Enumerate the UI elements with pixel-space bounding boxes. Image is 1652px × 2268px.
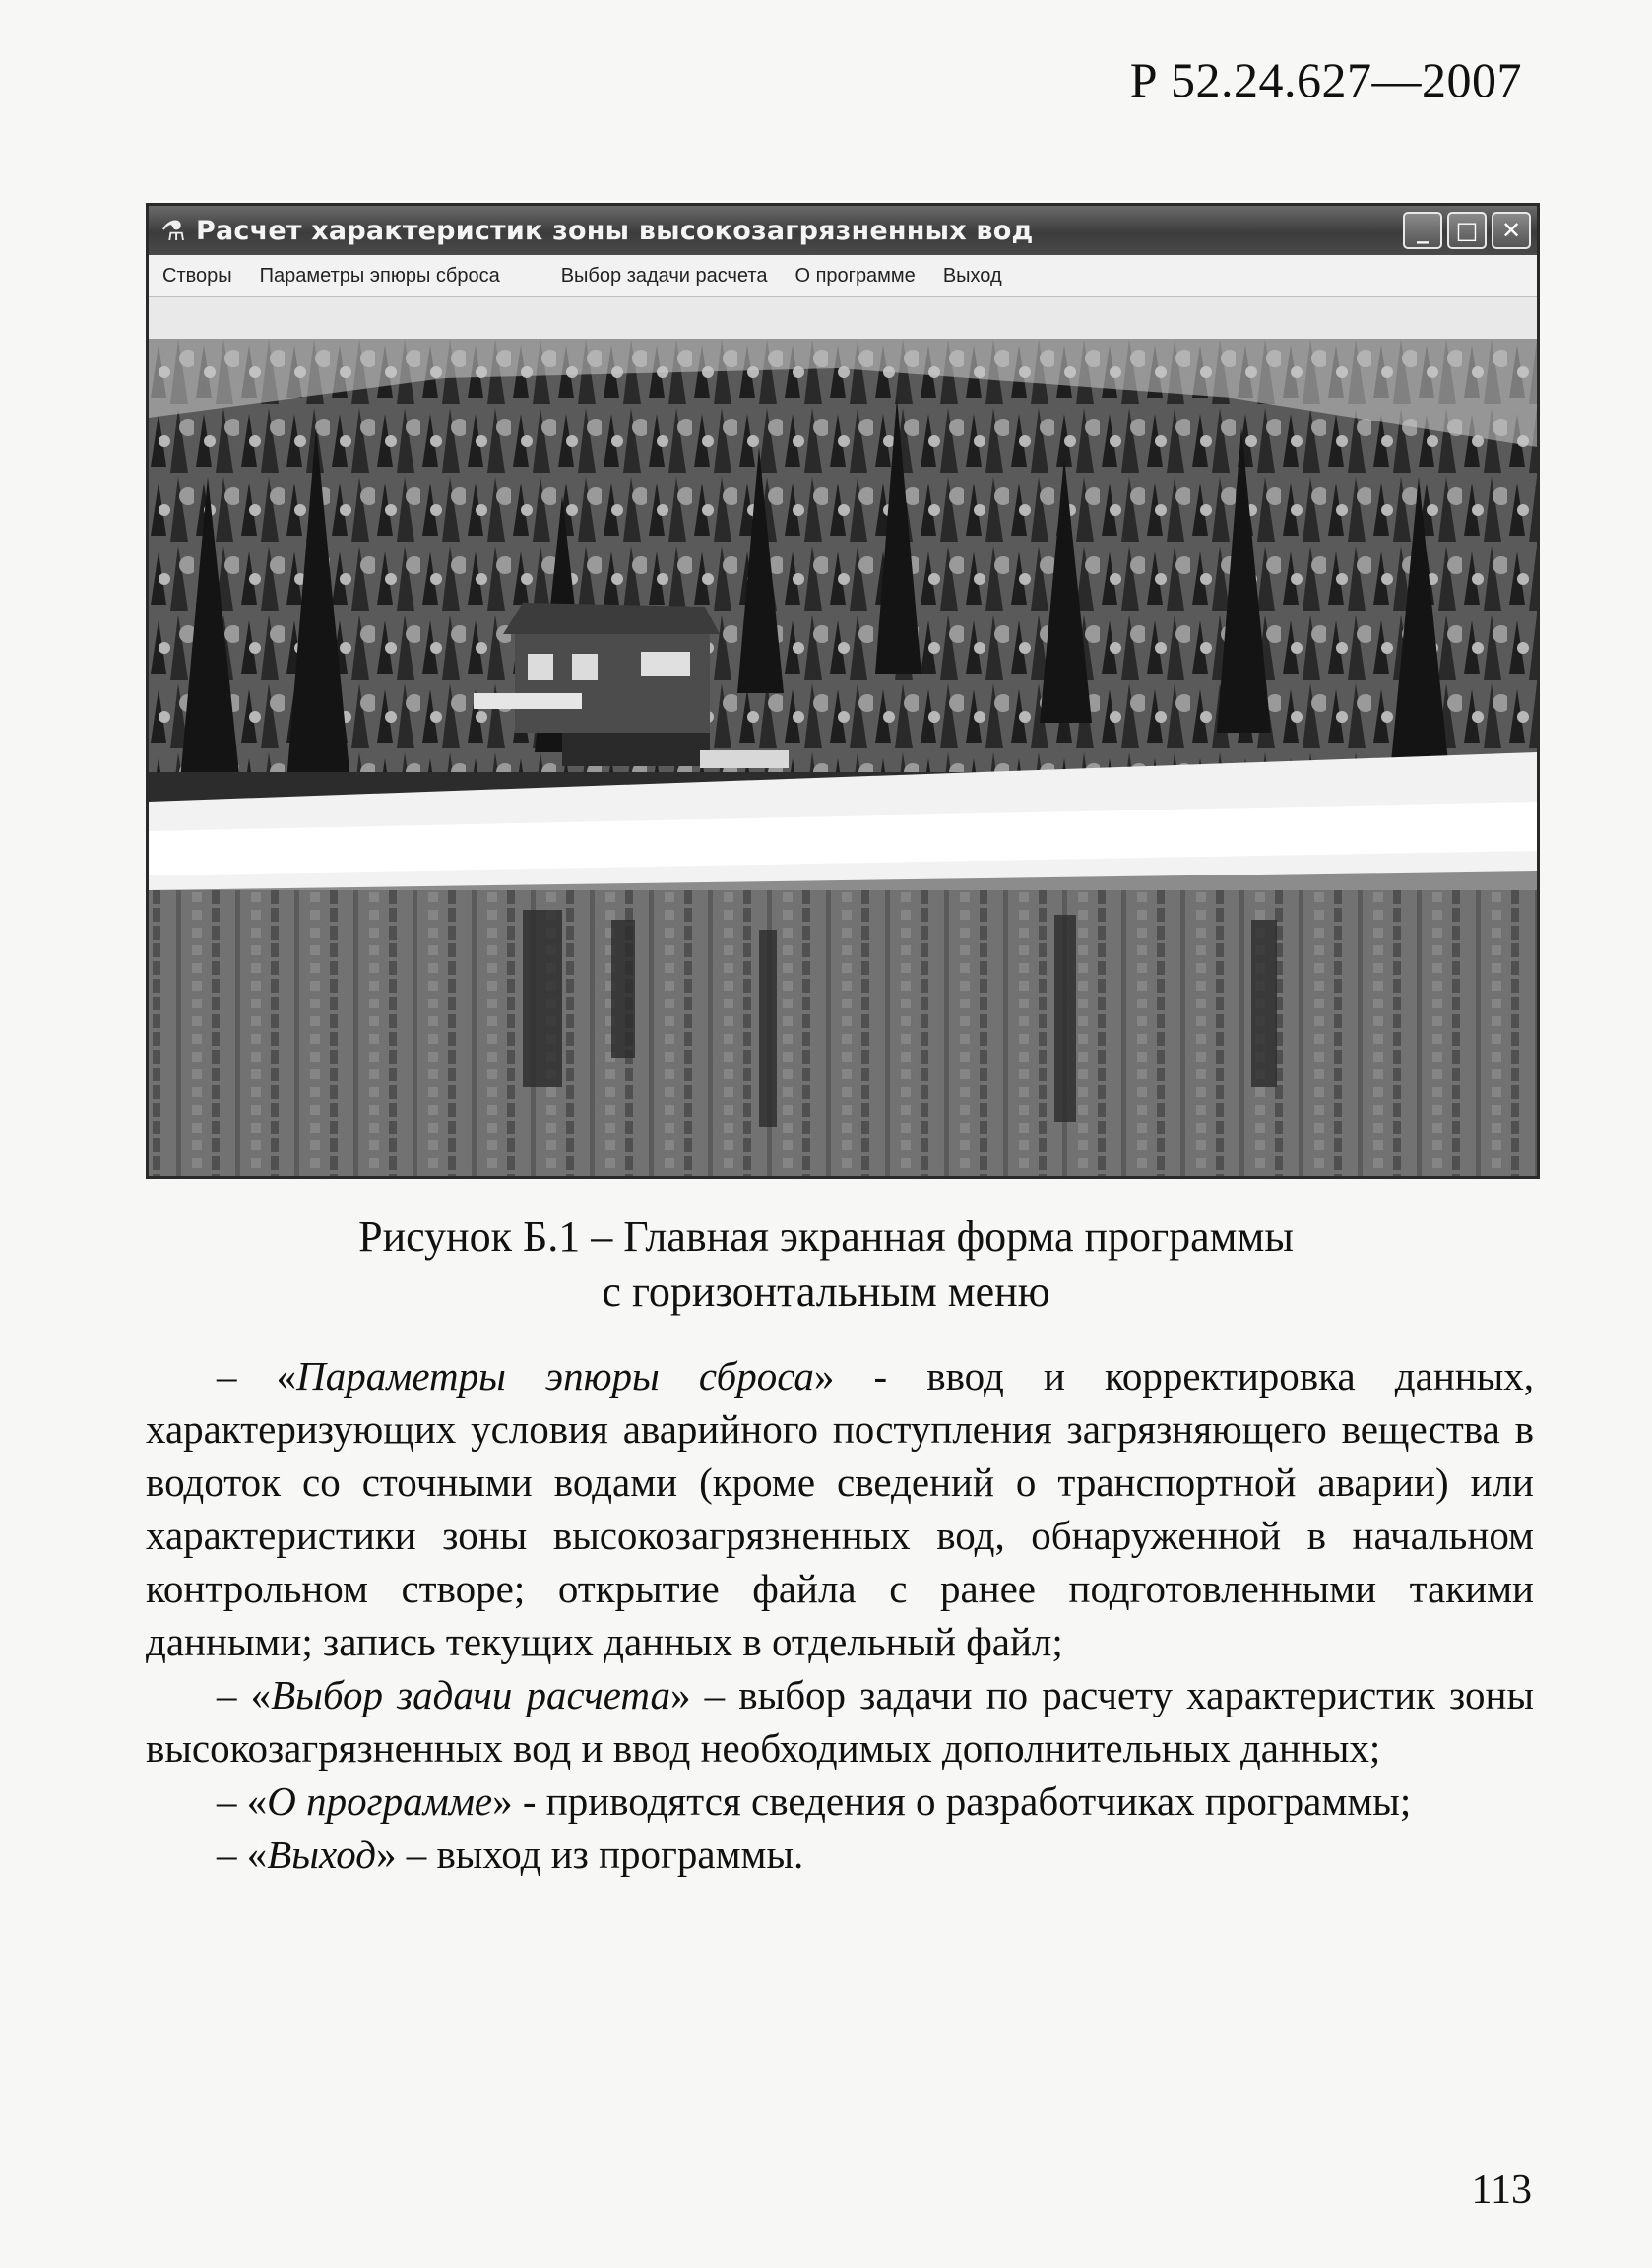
app-window-screenshot (146, 203, 1540, 1179)
caption-line-2: с горизонтальным меню (602, 1267, 1050, 1316)
term: Выход (267, 1832, 376, 1877)
menu-item-task-selection[interactable]: Выбор задачи расчета (560, 264, 768, 287)
window-titlebar (149, 206, 1537, 255)
term: Параметры эпюры сброса (296, 1353, 814, 1398)
page-number: 113 (1471, 2168, 1532, 2213)
window-controls (1403, 212, 1531, 249)
lake-landscape-image (149, 339, 1537, 1177)
body-text (146, 1349, 1534, 1881)
client-area-strip (149, 297, 1537, 339)
caption-line-1: Рисунок Б.1 – Главная экранная форма программы (358, 1212, 1294, 1261)
app-icon: ⚗ (160, 214, 186, 247)
paragraph-exit: – «Выход» – выход из программы. (217, 1832, 804, 1877)
minimize-button[interactable]: _ (1403, 212, 1442, 249)
maximize-button[interactable]: □ (1447, 212, 1487, 249)
menu-item-stvory[interactable]: Створы (162, 264, 232, 287)
term: Выбор задачи расчета (271, 1672, 671, 1717)
figure-caption (0, 1209, 1652, 1320)
paragraph-discharge-parameters: – «Параметры эпюры сброса» - ввод и корректировка данных, характеризующих условия аварийного поступления загрязняющего вещества в водоток со сточными водами (кроме сведений о транспортной аварии) или характеристики зоны высокозагрязненных вод, обнаруженной в начальном контрольном створе; открытие файла с ранее подготовленными такими данными; запись текущих данных в отдельный файл; (146, 1353, 1535, 1664)
menu-item-exit[interactable]: Выход (942, 264, 1002, 287)
window-title: Расчет характеристик зоны высокозагрязненных вод (196, 215, 1034, 246)
menu-bar (149, 255, 1537, 297)
close-button[interactable]: ✕ (1492, 212, 1531, 249)
term: О программе (267, 1779, 493, 1824)
paragraph-task-selection: – «Выбор задачи расчета» – выбор задачи по расчету характеристик зоны высокозагрязненных вод и ввод необходимых дополнительных данных; (146, 1672, 1534, 1771)
menu-item-discharge-parameters[interactable]: Параметры эпюры сброса (259, 264, 500, 287)
menu-item-about[interactable]: О программе (794, 264, 916, 287)
paragraph-about: – «О программе» - приводятся сведения о разработчиках программы; (217, 1779, 1412, 1824)
document-code: Р 52.24.627—2007 (1129, 52, 1522, 107)
